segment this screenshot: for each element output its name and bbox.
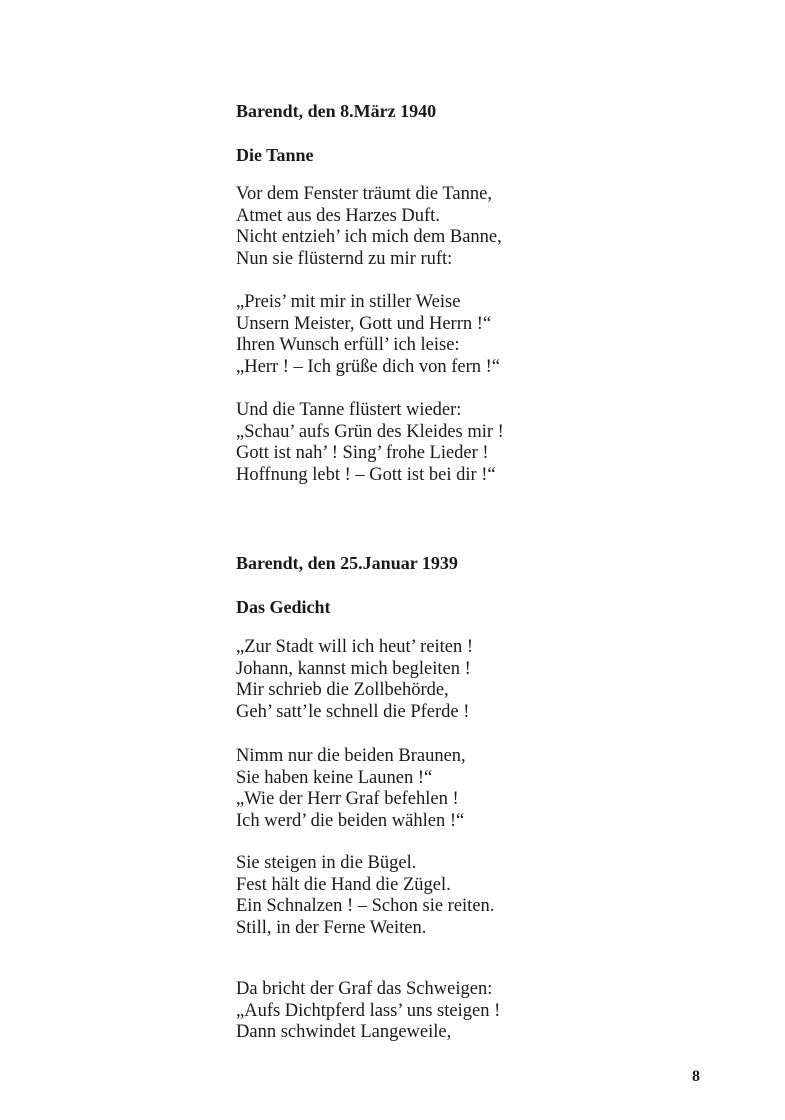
verse-line: Ihren Wunsch erfüll’ ich leise: — [236, 335, 460, 356]
verse-line: „Aufs Dichtpferd lass’ uns steigen ! — [236, 1000, 501, 1021]
poem-1-stanza-3 — [236, 400, 504, 487]
verse-line: Johann, kannst mich begleiten ! — [236, 658, 471, 679]
poem-2-stanza-4 — [236, 979, 500, 1044]
page-number: 8 — [692, 1068, 700, 1085]
verse-line: Ein Schnalzen ! – Schon sie reiten. — [236, 896, 495, 917]
poem-2-stanza-2 — [236, 746, 466, 833]
poem-2-stanza-1 — [236, 637, 473, 724]
section-2-date: Barendt, den 25.Januar 1939 — [236, 553, 458, 573]
poem-1-stanza-2 — [236, 292, 500, 379]
verse-line: Vor dem Fenster träumt die Tanne, — [236, 184, 492, 204]
poem-1-stanza-1 — [236, 184, 502, 271]
verse-line: Ich werd’ die beiden wählen !“ — [236, 811, 465, 832]
verse-line: Nicht entzieh’ ich mich dem Banne, — [236, 227, 502, 248]
verse-line: Da bricht der Graf das Schweigen: — [236, 979, 493, 999]
verse-line: „Herr ! – Ich grüße dich von fern !“ — [236, 357, 501, 378]
verse-line: Gott ist nah’ ! Sing’ frohe Lieder ! — [236, 443, 489, 464]
verse-line: Sie steigen in die Bügel. — [236, 853, 417, 873]
verse-line: Dann schwindet Langeweile, — [236, 1022, 452, 1043]
verse-line: „Wie der Herr Graf befehlen ! — [236, 789, 459, 810]
section-1-title: Die Tanne — [236, 145, 314, 165]
verse-line: „Schau’ aufs Grün des Kleides mir ! — [236, 421, 504, 442]
section-2-title: Das Gedicht — [236, 597, 331, 617]
verse-line: „Preis’ mit mir in stiller Weise — [236, 292, 461, 312]
verse-line: Fest hält die Hand die Zügel. — [236, 874, 451, 895]
verse-line: Atmet aus des Harzes Duft. — [236, 205, 440, 226]
poem-2-stanza-3 — [236, 853, 494, 940]
verse-line: Still, in der Ferne Weiten. — [236, 918, 427, 939]
verse-line: Nun sie flüsternd zu mir ruft: — [236, 249, 453, 270]
verse-line: Und die Tanne flüstert wieder: — [236, 400, 462, 420]
verse-line: Geh’ satt’le schnell die Pferde ! — [236, 702, 470, 723]
verse-line: Unsern Meister, Gott und Herrn !“ — [236, 313, 492, 334]
verse-line: Nimm nur die beiden Braunen, — [236, 746, 466, 766]
verse-line: Sie haben keine Launen !“ — [236, 767, 433, 788]
verse-line: Mir schrieb die Zollbehörde, — [236, 680, 449, 701]
verse-line: Hoffnung lebt ! – Gott ist bei dir !“ — [236, 465, 496, 486]
section-1-date: Barendt, den 8.März 1940 — [236, 101, 437, 121]
verse-line: „Zur Stadt will ich heut’ reiten ! — [236, 637, 473, 657]
